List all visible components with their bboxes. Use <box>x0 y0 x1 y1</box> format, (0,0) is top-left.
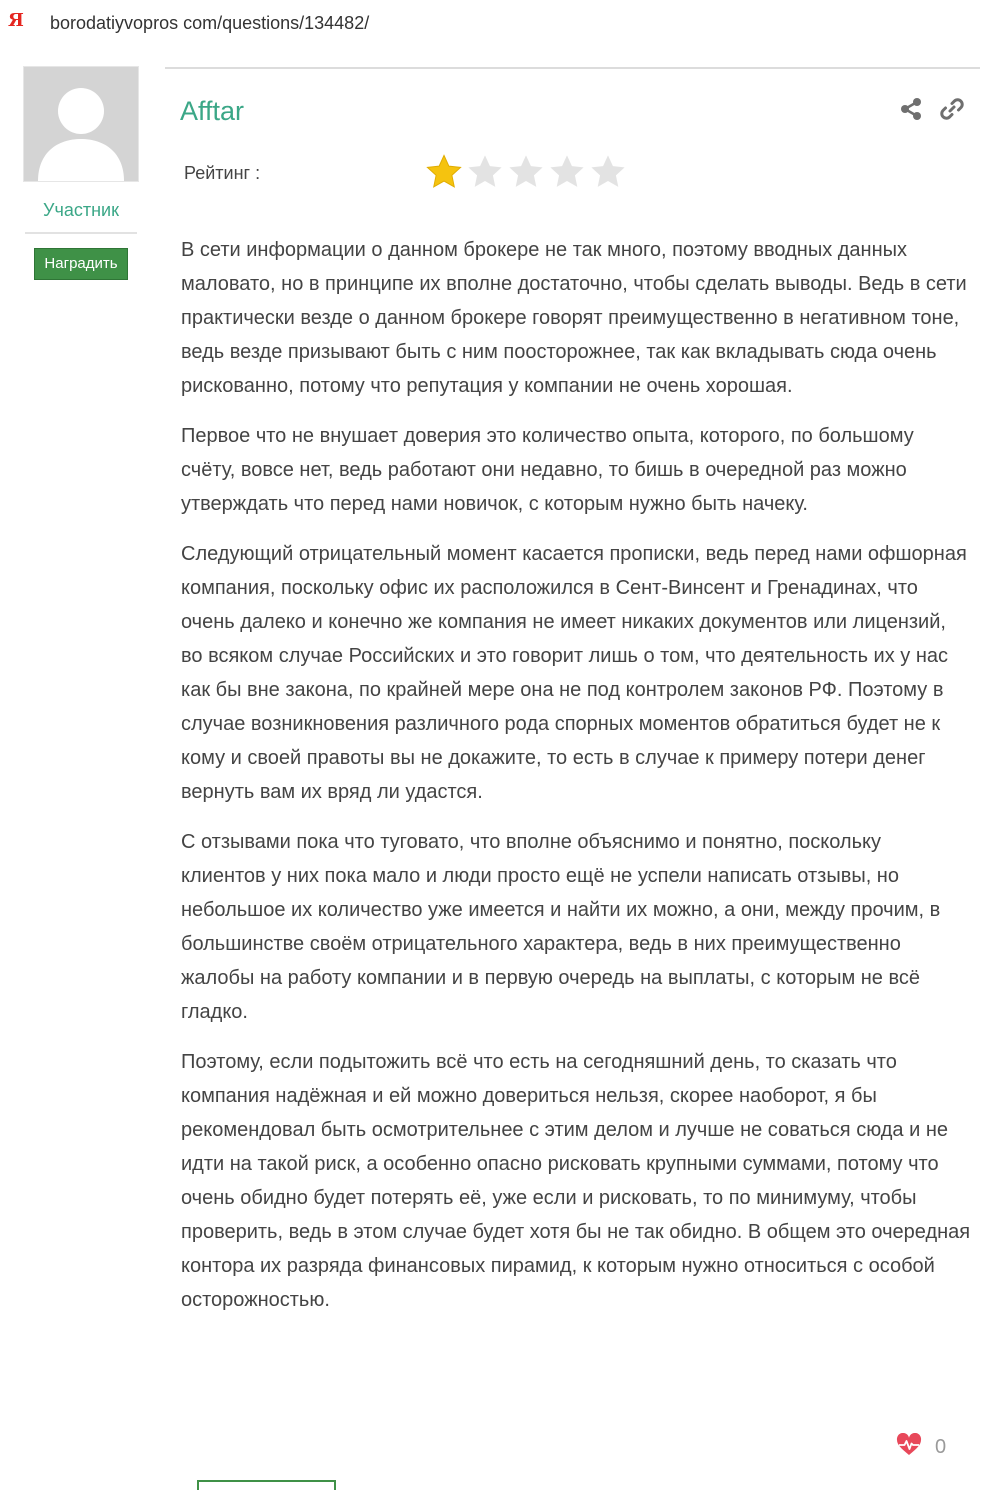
reward-button[interactable]: Наградить <box>34 248 128 280</box>
post-content <box>181 233 971 1333</box>
bottom-button[interactable] <box>197 1480 336 1490</box>
user-role: Участник <box>43 200 119 220</box>
avatar[interactable] <box>23 66 139 182</box>
default-user-icon <box>24 67 138 181</box>
star-icon[interactable] <box>507 153 545 191</box>
post-paragraph: Первое что не внушает доверия это количество опыта, которого, по большому счёту, вовсе нет, ведь работают они недавно, то бишь в очередной раз можно утверждать что перед нами новичок, с которым нужно быть начеку. <box>181 425 914 515</box>
divider <box>165 67 980 69</box>
star-icon[interactable] <box>589 153 627 191</box>
star-icon[interactable] <box>466 153 504 191</box>
heartbeat-icon[interactable] <box>896 1433 922 1457</box>
address-bar[interactable] <box>0 0 1002 44</box>
post-paragraph: С отзывами пока что туговато, что вполне объяснимо и понятно, поскольку клиентов у них пока мало и люди просто ещё не успели написать отзывы, но небольшое их количество уже имеется и найти их можно, а они, между прочим, в большинстве своём отрицательного характера, ведь в них преимущественно жалобы на работу компании и в первую очередь на выплаты, с которым не всё гладко. <box>181 831 941 1023</box>
star-icon[interactable] <box>548 153 586 191</box>
post-paragraph: Следующий отрицательный момент касается прописки, ведь перед нами офшорная компания, поскольку офис их расположился в Сент-Винсент и Гренадинах, что очень далеко и конечно же компания не имеет никаких документов или лицензий, во всяком случае Российских и это говорит лишь о том, что деятельность их у нас как бы вне закона, по крайней мере она не под контролем законов РФ. Поэтому в случае возникновения различного рода спорных моментов обратиться будет не к кому и своей правоты вы не докажите, то есть в случае к примеру потери денег вернуть вам их вряд ли удастся. <box>181 543 967 803</box>
link-icon[interactable] <box>939 96 965 122</box>
like-count: 0 <box>935 1436 947 1458</box>
divider <box>25 232 137 234</box>
author-name[interactable]: Afftar <box>180 96 245 126</box>
post-paragraph: Поэтому, если подытожить всё что есть на сегодняшний день, то сказать что компания надёжная и ей можно довериться нельзя, скорее наоборот, я бы рекомендовал быть осмотрительнее с этим делом и лучше не соваться сюда и не идти на такой риск, а особенно опасно рисковать крупными суммами, потому что очень обидно будет потерять её, уже если и рисковать, то по минимуму, чтобы проверить, ведь в этом случае будет хотя бы не так обидно. В общем это очередная контора их разряда финансовых пирамид, к которым нужно относиться с особой осторожностью. <box>181 1051 971 1311</box>
share-icon[interactable] <box>899 97 923 121</box>
yandex-icon: Я <box>8 10 24 31</box>
rating-label: Рейтинг : <box>184 163 261 183</box>
star-icon[interactable] <box>425 153 463 191</box>
post-paragraph: В сети информации о данном брокере не так много, поэтому вводных данных маловато, но в принципе их вполне достаточно, чтобы сделать выводы. Ведь в сети практически везде о данном брокере говорят преимущественно в негативном тоне, ведь везде призывают быть с ним поосторожнее, так как вкладывать сюда очень рискованно, потому что репутация у компании не очень хорошая. <box>181 239 967 397</box>
url-text[interactable]: borodatiyvopros com/questions/134482/ <box>50 13 370 33</box>
